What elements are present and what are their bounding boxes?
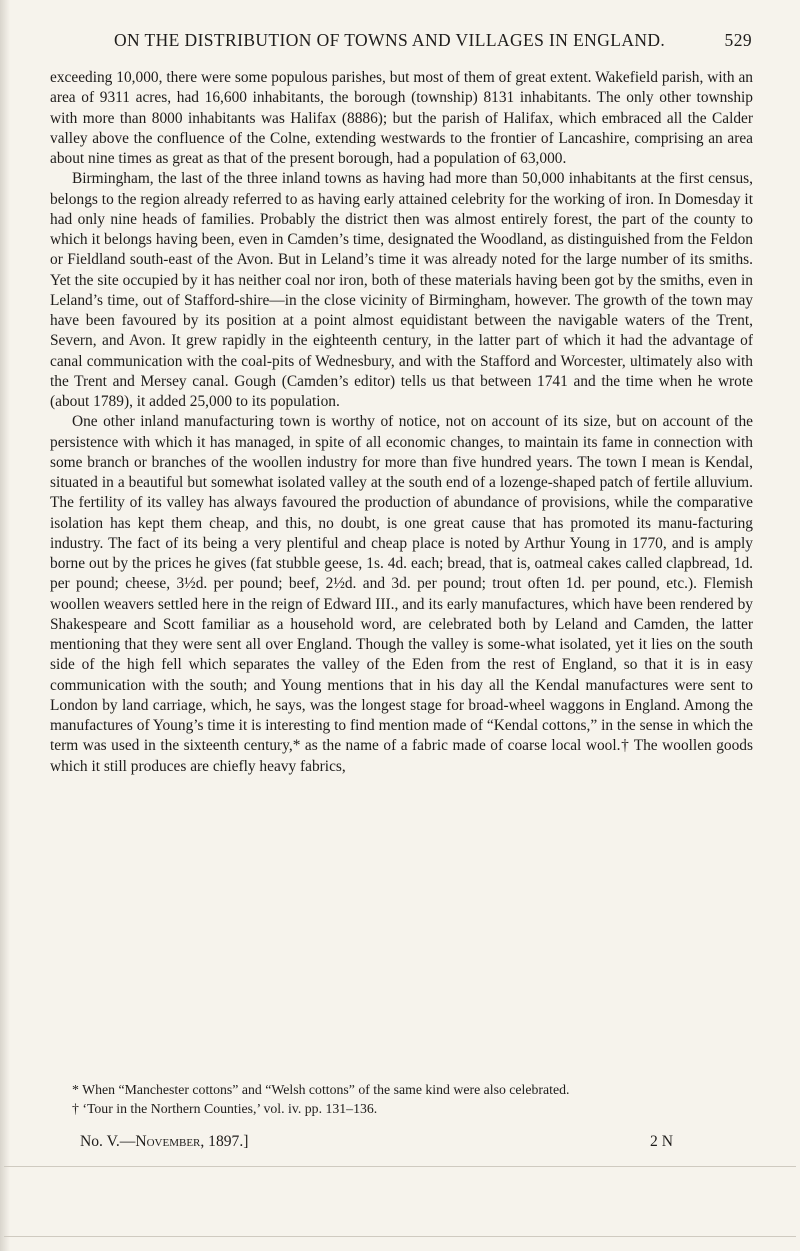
header-title: ON THE DISTRIBUTION OF TOWNS AND VILLAGES IN ENGLAND.: [114, 30, 666, 50]
issue-line: [80, 1133, 248, 1151]
issue-number: No. V.—: [80, 1133, 136, 1150]
page-footer: [50, 1133, 753, 1157]
signature-mark: 2 N: [650, 1133, 673, 1150]
footnote: * When “Manchester cottons” and “Welsh cottons” of the same kind were also celebrated.: [72, 1082, 570, 1097]
paragraph: One other inland manufacturing town is worthy of notice, not on account of its size, but on account of the persistence with which it has managed, in spite of all economic changes, to maintain its fame in connection with some branch or branches of the woollen industry for more than five hundred years. The town I mean is Kendal, situated in a beautiful but somewhat isolated valley at the south end of a lozenge-shaped patch of fertile alluvium. The fertility of its valley has always favoured the production of abundance of provisions, while the comparative isolation has kept them cheap, and this, no doubt, is one great cause that has promoted its manu-facturing industry. The fact of its being a very plentiful and cheap place is noted by Arthur Young in 1770, and is amply borne out by the prices he gives (fat stubble geese, 1s. 4d. each; bread, that is, oatmeal cakes called clapbread, 1d. per pound; cheese, 3½d. per pound; beef, 2½d. and 3d. per pound; trout often 1d. per pound, etc.). Flemish woollen weavers settled here in the reign of Edward III., and its early manufactures, which have been rendered by Shakespeare and Scott familiar as a household word, are celebrated both by Leland and Camden, the latter mentioning that they were sent all over England. Though the valley is some-what isolated, yet it lies on the south side of the high fell which separates the valley of the Eden from the rest of England, so that it is in easy communication with the south; and Young mentions that in his day all the Kendal manufactures were sent to London by land carriage, which, he says, was the longest stage for broad-wheel waggons in England. Among the manufactures of Young’s time it is interesting to find mention made of “Kendal cottons,” in the sense in which the term was used in the sixteenth century,* as the name of a fabric made of coarse local wool.† The woollen goods which it still produces are chiefly heavy fabrics,: [50, 413, 753, 775]
paragraph: exceeding 10,000, there were some populous parishes, but most of them of great extent. Wakefield parish, with an area of 9311 acres, had 16,600 inhabitants, the borough (township) 8131 inhabitants. The only other township with more than 8000 inhabitants was Halifax (8886); but the parish of Halifax, which embraced all the Calder valley above the confluence of the Colne, extending westwards to the frontier of Lancashire, comprising an area about nine times as great as that of the present borough, had a population of 63,000.: [50, 69, 753, 167]
bottom-rule: [4, 1236, 796, 1237]
article-body: [50, 68, 753, 777]
bottom-rule: [4, 1166, 796, 1167]
issue-date: November, 1897.]: [135, 1133, 249, 1150]
page-number: 529: [724, 30, 752, 50]
running-header: [52, 30, 752, 56]
footnotes: [50, 1081, 753, 1118]
page-edge-shadow: [0, 0, 10, 1251]
footnote: † ‘Tour in the Northern Counties,’ vol. iv. pp. 131–136.: [72, 1100, 378, 1116]
paragraph: Birmingham, the last of the three inland towns as having had more than 50,000 inhabitants at the first census, belongs to the region already referred to as having early attained celebrity for the working of iron. In Domesday it had only nine heads of families. Probably the district then was almost entirely forest, the part of the county to which it belongs having been, even in Camden’s time, designated the Woodland, as distinguished from the Feldon or Fieldland south-east of the Avon. But in Leland’s time it was already noted for the large number of its smiths. Yet the site occupied by it has neither coal nor iron, both of these materials having been got by the smiths, even in Leland’s time, out of Stafford-shire—in the close vicinity of Birmingham, however. The growth of the town may have been favoured by its position at a point almost equidistant between the navigable waters of the Trent, Severn, and Avon. It grew rapidly in the eighteenth century, in the latter part of which it had the advantage of canal communication with the coal-pits of Wednesbury, and with the Stafford and Worcester, ultimately also with the Trent and Mersey canal. Gough (Camden’s editor) tells us that between 1741 and the time when he wrote (about 1789), it added 25,000 to its population.: [50, 170, 753, 410]
